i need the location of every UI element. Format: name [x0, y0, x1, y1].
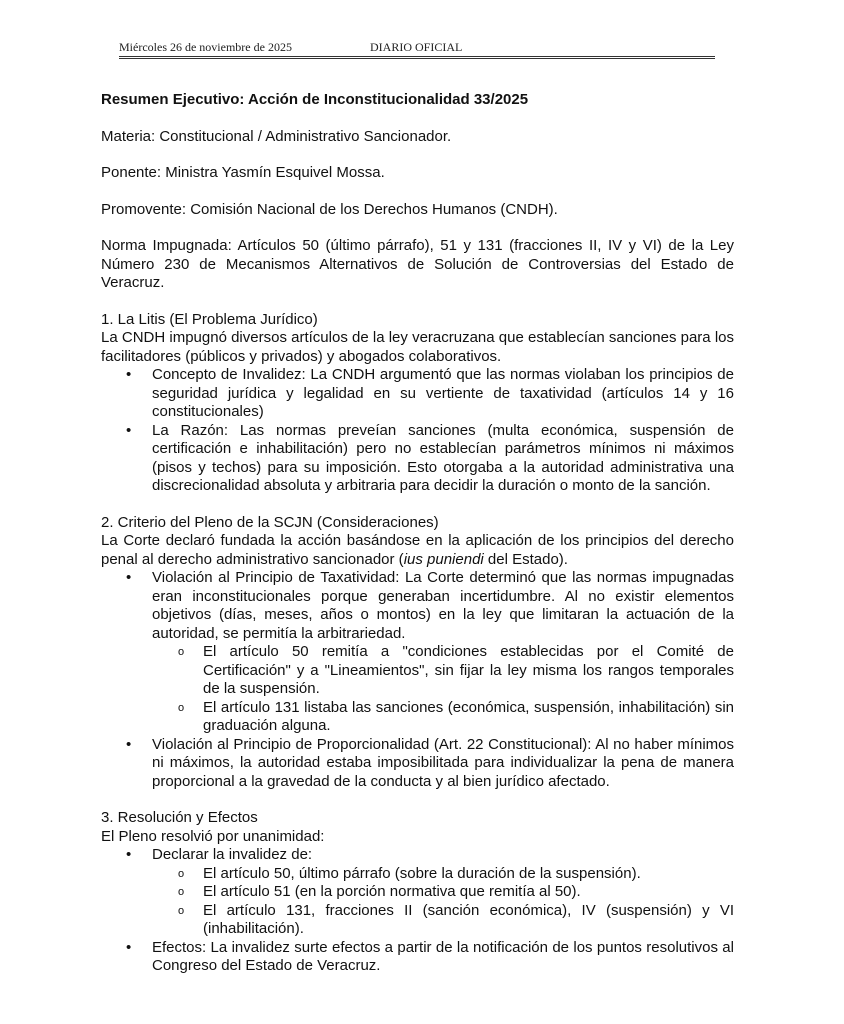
list-item: • Concepto de Invalidez: La CNDH argumentó que las normas violaban los principios de seguridad jurídica y legalidad en su vertiente de taxatividad (artículos 14 y 16 constitucionales)	[101, 366, 734, 422]
document-title: Resumen Ejecutivo: Acción de Inconstitucionalidad 33/2025	[101, 91, 529, 108]
promovente-line: Promovente: Comisión Nacional de los Derechos Humanos (CNDH).	[101, 200, 558, 218]
list-item: • Violación al Principio de Proporcionalidad (Art. 22 Constitucional): Al no haber mínimos ni máximos, la autoridad estaba imposibilitada para individualizar la pena de manera proporcional a la gravedad de la conducta y al bien jurídico afectado.	[101, 736, 734, 792]
bullet-list	[101, 846, 734, 976]
materia-line: Materia: Constitucional / Administrativo Sancionador.	[101, 127, 452, 145]
sub-list-item: o El artículo 50, último párrafo (sobre la duración de la suspensión).	[152, 865, 734, 884]
sub-list-item: o El artículo 131, fracciones II (sanción económica), IV (suspensión) y VI (inhabilitación).	[152, 902, 734, 939]
header-date: Miércoles 26 de noviembre de 2025	[119, 40, 292, 54]
section-resolucion	[101, 809, 734, 976]
list-item-text: Violación al Principio de Taxatividad: La Corte determinó que las normas impugnadas eran inconstitucionales porque generaban incertidumbre. Al no existir elementos objetivos (días, meses, años o montos) en la ley que limitaran la actuación de la autoridad, se permitía la arbitrariedad.	[152, 569, 734, 642]
section-intro: La CNDH impugnó diversos artículos de la ley veracruzana que establecían sanciones para los facilitadores (públicos y privados) y abogados colaborativos.	[101, 329, 734, 365]
list-item: • Efectos: La invalidez surte efectos a partir de la notificación de los puntos resolutivos al Congreso del Estado de Veracruz.	[101, 939, 734, 976]
intro-text: del Estado).	[483, 550, 568, 568]
list-item	[101, 569, 734, 736]
sub-list-item: o El artículo 131 listaba las sanciones (económica, suspensión, inhabilitación) sin graduación alguna.	[152, 699, 734, 736]
sub-list	[152, 865, 734, 939]
list-item-text: Declarar la invalidez de:	[152, 846, 313, 863]
header-rule	[119, 56, 715, 59]
bullet-list	[101, 366, 734, 496]
sub-list-item: o El artículo 51 (en la porción normativa que remitía al 50).	[152, 883, 734, 902]
section-criterio	[101, 514, 734, 792]
section-intro: El Pleno resolvió por unanimidad:	[101, 827, 325, 845]
norma-impugnada: Norma Impugnada: Artículos 50 (último párrafo), 51 y 131 (fracciones II, IV y VI) de la Ley Número 230 de Mecanismos Alternativos de Solución de Controversias del Estado de Veracruz.	[101, 237, 734, 291]
intro-text: La Corte declaró fundada la acción basándose en la aplicación de los principios del derecho penal al derecho administrativo sancionador (	[101, 532, 734, 568]
intro-italic-term: ius puniendi	[403, 550, 484, 568]
bullet-list	[101, 569, 734, 791]
section-heading: 1. La Litis (El Problema Jurídico)	[101, 310, 318, 328]
section-intro	[101, 532, 734, 569]
section-heading: 2. Criterio del Pleno de la SCJN (Consideraciones)	[101, 513, 439, 531]
section-heading: 3. Resolución y Efectos	[101, 809, 258, 826]
section-litis	[101, 311, 734, 496]
sub-list	[152, 643, 734, 736]
ponente-line: Ponente: Ministra Yasmín Esquivel Mossa.	[101, 164, 385, 181]
header-journal-name: DIARIO OFICIAL	[370, 40, 463, 54]
list-item: • La Razón: Las normas preveían sanciones (multa económica, suspensión de certificación e inhabilitación) pero no establecían parámetros mínimos ni máximos (pisos y techos) para su imposición. Esto otorgaba a la autoridad administrativa una discrecionalidad absoluta y arbitraria para decidir la duración o monto de la sanción.	[101, 422, 734, 496]
list-item	[101, 846, 734, 939]
document-body	[101, 91, 734, 994]
sub-list-item: o El artículo 50 remitía a "condiciones establecidas por el Comité de Certificación" y a "Lineamientos", sin fijar la ley misma los rangos temporales de la suspensión.	[152, 643, 734, 699]
